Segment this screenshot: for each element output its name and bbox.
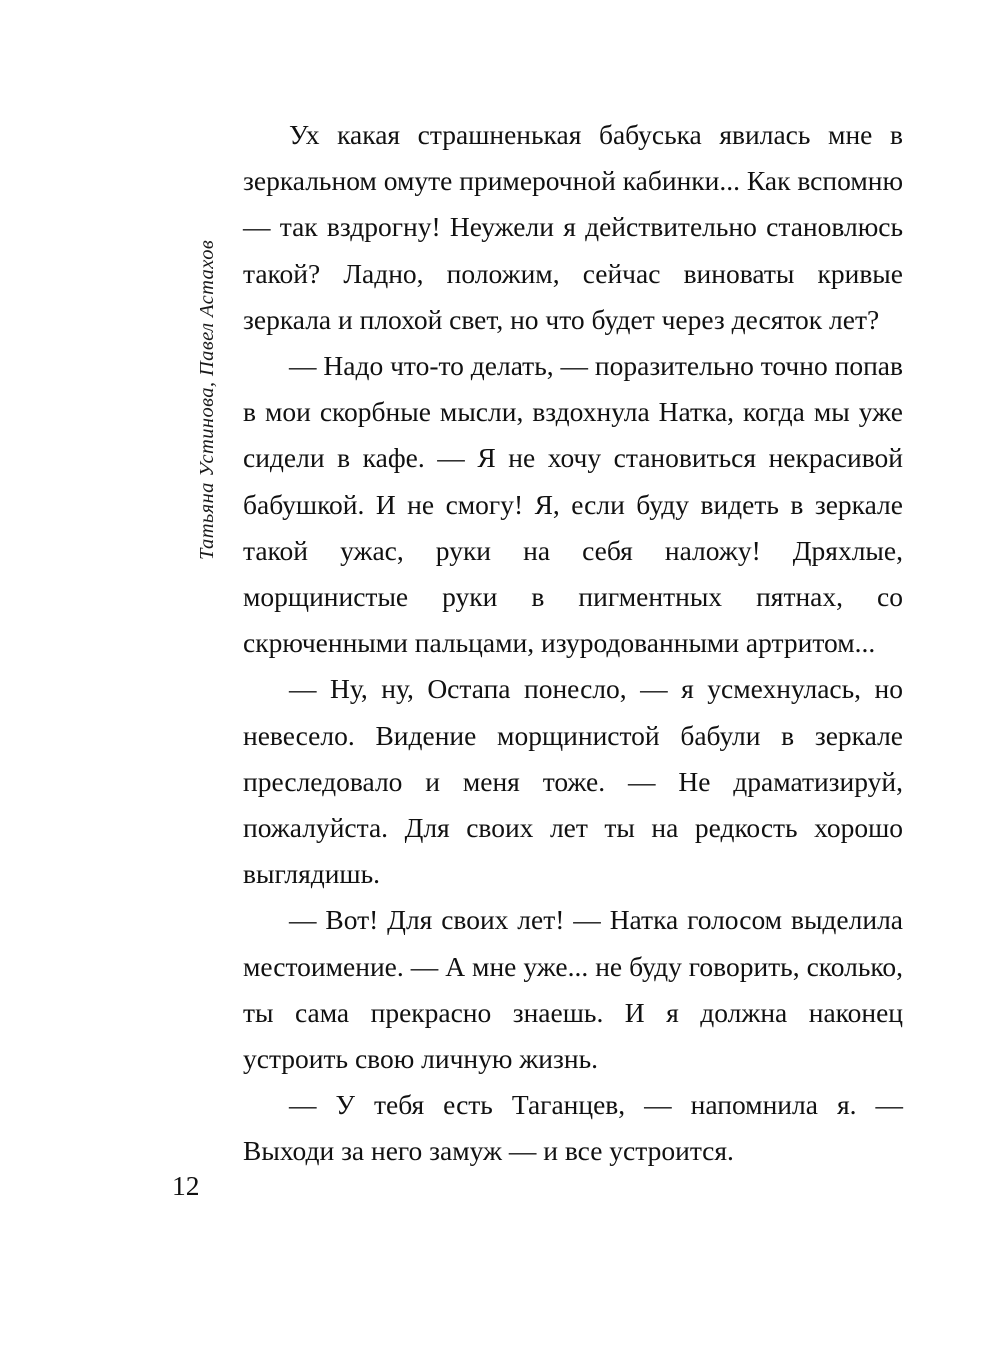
paragraph: — Ну, ну, Остапа понесло, — я усмехнулась, но невесело. Видение морщинистой бабули в зеркале преследовало и меня тоже. — Не драматизируй, пожалуйста. Для своих лет ты на редкость хорошо выглядишь.: [243, 673, 903, 890]
page-number: 12: [172, 1170, 200, 1201]
paragraph: Ух какая страшненькая бабуська явилась мне в зеркальном омуте примерочной кабинки... Как вспомню — так вздрогну! Неужели я действительно становлюсь такой? Ладно, положим, сейчас виноваты кривые зеркала и плохой свет, но что будет через десяток лет?: [243, 119, 903, 335]
paragraph: — Надо что-то делать, — поразительно точно попав в мои скорбные мысли, вздохнула Натка, когда мы уже сидели в кафе. — Я не хочу становиться некрасивой бабушкой. И не смогу! Я, если буду видеть в зеркале такой ужас, руки на себя наложу! Дряхлые, морщинистые руки в пигментных пятнах, со скрюченными пальцами, изуродованными артритом...: [243, 350, 903, 659]
running-head-authors: Татьяна Устинова, Павел Астахов: [196, 239, 218, 560]
paragraph: — Вот! Для своих лет! — Натка голосом выделила местоимение. — А мне уже... не буду говорить, сколько, ты сама прекрасно знаешь. И я должна наконец устроить свою личную жизнь.: [243, 904, 903, 1075]
body-text-column: [243, 112, 903, 1175]
paragraph: — У тебя есть Таганцев, — напомнила я. — Выходи за него замуж — и все устроится.: [243, 1089, 903, 1167]
